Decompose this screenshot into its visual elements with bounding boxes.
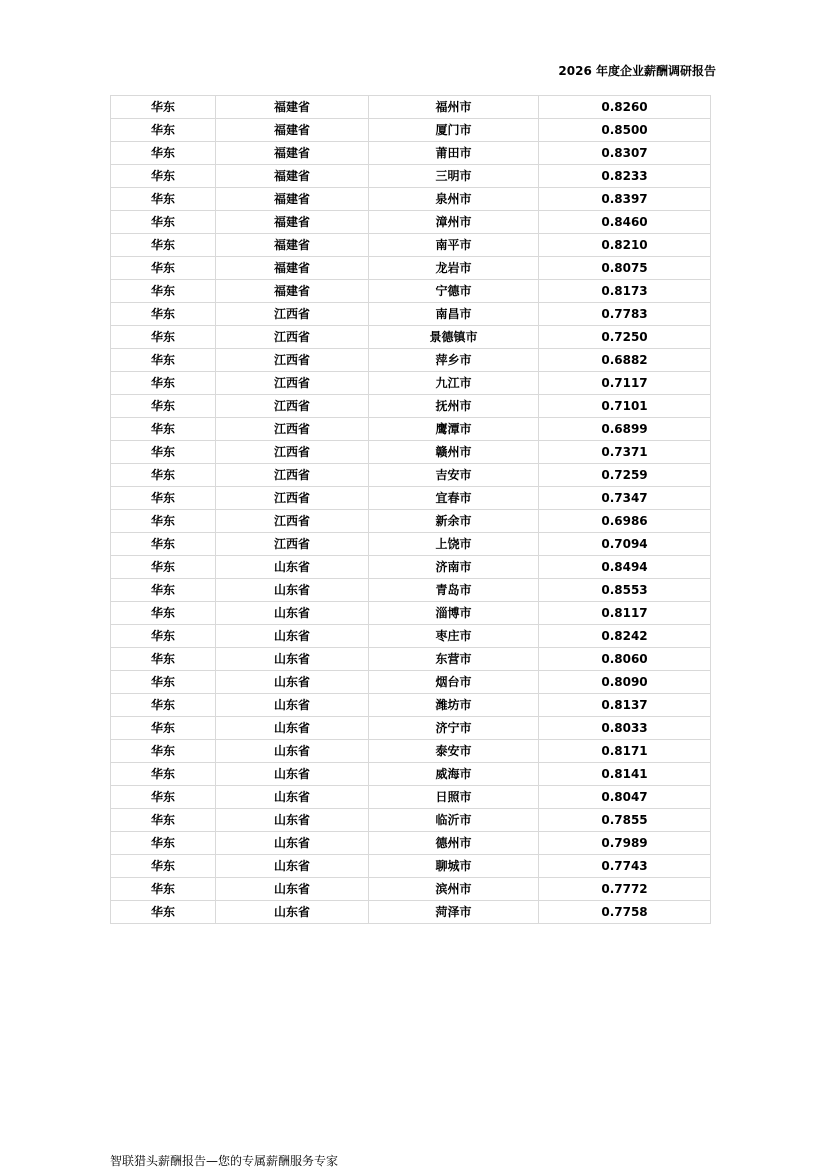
province-cell: 江西省 [216,464,369,487]
city-cell: 泰安市 [369,740,539,763]
region-cell: 华东 [111,165,216,188]
coefficient-cell: 0.8137 [539,694,711,717]
city-cell: 福州市 [369,96,539,119]
city-cell: 泉州市 [369,188,539,211]
region-cell: 华东 [111,832,216,855]
city-cell: 莆田市 [369,142,539,165]
coefficient-cell: 0.6882 [539,349,711,372]
table-row [111,165,711,188]
table-row [111,510,711,533]
province-cell: 江西省 [216,533,369,556]
province-cell: 福建省 [216,96,369,119]
table-row [111,832,711,855]
coefficient-cell: 0.8553 [539,579,711,602]
table-row [111,234,711,257]
coefficient-cell: 0.7347 [539,487,711,510]
region-cell: 华东 [111,556,216,579]
table-row [111,740,711,763]
region-cell: 华东 [111,119,216,142]
coefficient-cell: 0.7250 [539,326,711,349]
coefficient-cell: 0.7094 [539,533,711,556]
region-cell: 华东 [111,464,216,487]
city-cell: 赣州市 [369,441,539,464]
table-row [111,533,711,556]
coefficient-cell: 0.7783 [539,303,711,326]
region-cell: 华东 [111,372,216,395]
coefficient-cell: 0.8117 [539,602,711,625]
city-cell: 德州市 [369,832,539,855]
province-cell: 福建省 [216,234,369,257]
province-cell: 江西省 [216,418,369,441]
region-cell: 华东 [111,625,216,648]
province-cell: 山东省 [216,694,369,717]
coefficient-cell: 0.8260 [539,96,711,119]
table-row [111,579,711,602]
coefficient-cell: 0.8233 [539,165,711,188]
province-cell: 江西省 [216,326,369,349]
city-cell: 南平市 [369,234,539,257]
city-cell: 景德镇市 [369,326,539,349]
table-row [111,602,711,625]
table-row [111,556,711,579]
province-cell: 江西省 [216,395,369,418]
table-row [111,119,711,142]
city-cell: 九江市 [369,372,539,395]
region-cell: 华东 [111,211,216,234]
city-cell: 龙岩市 [369,257,539,280]
table-row [111,763,711,786]
region-cell: 华东 [111,96,216,119]
coefficient-cell: 0.7758 [539,901,711,924]
coefficient-cell: 0.8397 [539,188,711,211]
province-cell: 福建省 [216,119,369,142]
city-cell: 菏泽市 [369,901,539,924]
city-cell: 东营市 [369,648,539,671]
coefficient-cell: 0.6986 [539,510,711,533]
region-cell: 华东 [111,234,216,257]
coefficient-cell: 0.8060 [539,648,711,671]
report-title: 2026 年度企业薪酬调研报告 [558,64,716,78]
province-cell: 江西省 [216,303,369,326]
province-cell: 福建省 [216,165,369,188]
province-cell: 福建省 [216,257,369,280]
city-cell: 三明市 [369,165,539,188]
region-cell: 华东 [111,487,216,510]
city-cell: 宜春市 [369,487,539,510]
region-cell: 华东 [111,786,216,809]
table-row [111,464,711,487]
footer-slogan: 智联猎头薪酬报告—您的专属薪酬服务专家 [110,1154,339,1168]
city-cell: 萍乡市 [369,349,539,372]
coefficient-cell: 0.8090 [539,671,711,694]
region-cell: 华东 [111,901,216,924]
city-cell: 新余市 [369,510,539,533]
city-cell: 青岛市 [369,579,539,602]
province-cell: 山东省 [216,786,369,809]
province-cell: 江西省 [216,441,369,464]
table-row [111,96,711,119]
city-coefficient-table [110,95,711,924]
city-cell: 鹰潭市 [369,418,539,441]
region-cell: 华东 [111,395,216,418]
table-row [111,303,711,326]
city-cell: 潍坊市 [369,694,539,717]
city-cell: 漳州市 [369,211,539,234]
coefficient-cell: 0.7743 [539,855,711,878]
coefficient-cell: 0.7989 [539,832,711,855]
table-row [111,487,711,510]
city-cell: 厦门市 [369,119,539,142]
city-cell: 临沂市 [369,809,539,832]
province-cell: 山东省 [216,809,369,832]
province-cell: 山东省 [216,556,369,579]
table-row [111,901,711,924]
city-cell: 日照市 [369,786,539,809]
table-row [111,280,711,303]
coefficient-cell: 0.7371 [539,441,711,464]
coefficient-cell: 0.7259 [539,464,711,487]
region-cell: 华东 [111,602,216,625]
city-cell: 烟台市 [369,671,539,694]
region-cell: 华东 [111,671,216,694]
region-cell: 华东 [111,188,216,211]
table-body [111,96,711,924]
province-cell: 山东省 [216,671,369,694]
region-cell: 华东 [111,694,216,717]
coefficient-cell: 0.8494 [539,556,711,579]
coefficient-cell: 0.8141 [539,763,711,786]
table-row [111,809,711,832]
region-cell: 华东 [111,855,216,878]
region-cell: 华东 [111,280,216,303]
region-cell: 华东 [111,303,216,326]
province-cell: 福建省 [216,142,369,165]
region-cell: 华东 [111,763,216,786]
city-cell: 淄博市 [369,602,539,625]
table-row [111,441,711,464]
coefficient-cell: 0.8075 [539,257,711,280]
coefficient-cell: 0.7101 [539,395,711,418]
coefficient-cell: 0.7772 [539,878,711,901]
table-row [111,855,711,878]
province-cell: 山东省 [216,625,369,648]
region-cell: 华东 [111,740,216,763]
table-row [111,372,711,395]
city-cell: 枣庄市 [369,625,539,648]
table-row [111,717,711,740]
coefficient-cell: 0.6899 [539,418,711,441]
region-cell: 华东 [111,648,216,671]
province-cell: 山东省 [216,740,369,763]
city-cell: 宁德市 [369,280,539,303]
province-cell: 江西省 [216,372,369,395]
coefficient-cell: 0.7855 [539,809,711,832]
province-cell: 山东省 [216,878,369,901]
coefficient-cell: 0.8242 [539,625,711,648]
coefficient-cell: 0.8210 [539,234,711,257]
coefficient-cell: 0.8173 [539,280,711,303]
region-cell: 华东 [111,142,216,165]
region-cell: 华东 [111,809,216,832]
coefficient-cell: 0.8460 [539,211,711,234]
region-cell: 华东 [111,418,216,441]
region-cell: 华东 [111,441,216,464]
region-cell: 华东 [111,579,216,602]
coefficient-cell: 0.8171 [539,740,711,763]
province-cell: 山东省 [216,602,369,625]
city-cell: 济南市 [369,556,539,579]
province-cell: 山东省 [216,855,369,878]
region-cell: 华东 [111,349,216,372]
table-row [111,188,711,211]
coefficient-cell: 0.8307 [539,142,711,165]
region-cell: 华东 [111,533,216,556]
region-cell: 华东 [111,717,216,740]
province-cell: 山东省 [216,717,369,740]
table-row [111,326,711,349]
province-cell: 山东省 [216,832,369,855]
coefficient-cell: 0.7117 [539,372,711,395]
table-row [111,694,711,717]
table-row [111,625,711,648]
city-cell: 南昌市 [369,303,539,326]
table-row [111,648,711,671]
province-cell: 江西省 [216,349,369,372]
province-cell: 山东省 [216,579,369,602]
city-cell: 威海市 [369,763,539,786]
province-cell: 江西省 [216,487,369,510]
province-cell: 山东省 [216,901,369,924]
province-cell: 山东省 [216,648,369,671]
table-row [111,418,711,441]
city-cell: 抚州市 [369,395,539,418]
region-cell: 华东 [111,326,216,349]
city-cell: 吉安市 [369,464,539,487]
region-cell: 华东 [111,257,216,280]
coefficient-cell: 0.8033 [539,717,711,740]
table-row [111,671,711,694]
region-cell: 华东 [111,878,216,901]
table-row [111,786,711,809]
coefficient-cell: 0.8500 [539,119,711,142]
table-row [111,349,711,372]
table-row [111,257,711,280]
table-row [111,395,711,418]
city-cell: 济宁市 [369,717,539,740]
province-cell: 江西省 [216,510,369,533]
province-cell: 福建省 [216,280,369,303]
region-cell: 华东 [111,510,216,533]
province-cell: 福建省 [216,211,369,234]
table-row [111,211,711,234]
table-row [111,878,711,901]
province-cell: 山东省 [216,763,369,786]
coefficient-cell: 0.8047 [539,786,711,809]
city-cell: 聊城市 [369,855,539,878]
city-cell: 上饶市 [369,533,539,556]
table-row [111,142,711,165]
province-cell: 福建省 [216,188,369,211]
city-cell: 滨州市 [369,878,539,901]
